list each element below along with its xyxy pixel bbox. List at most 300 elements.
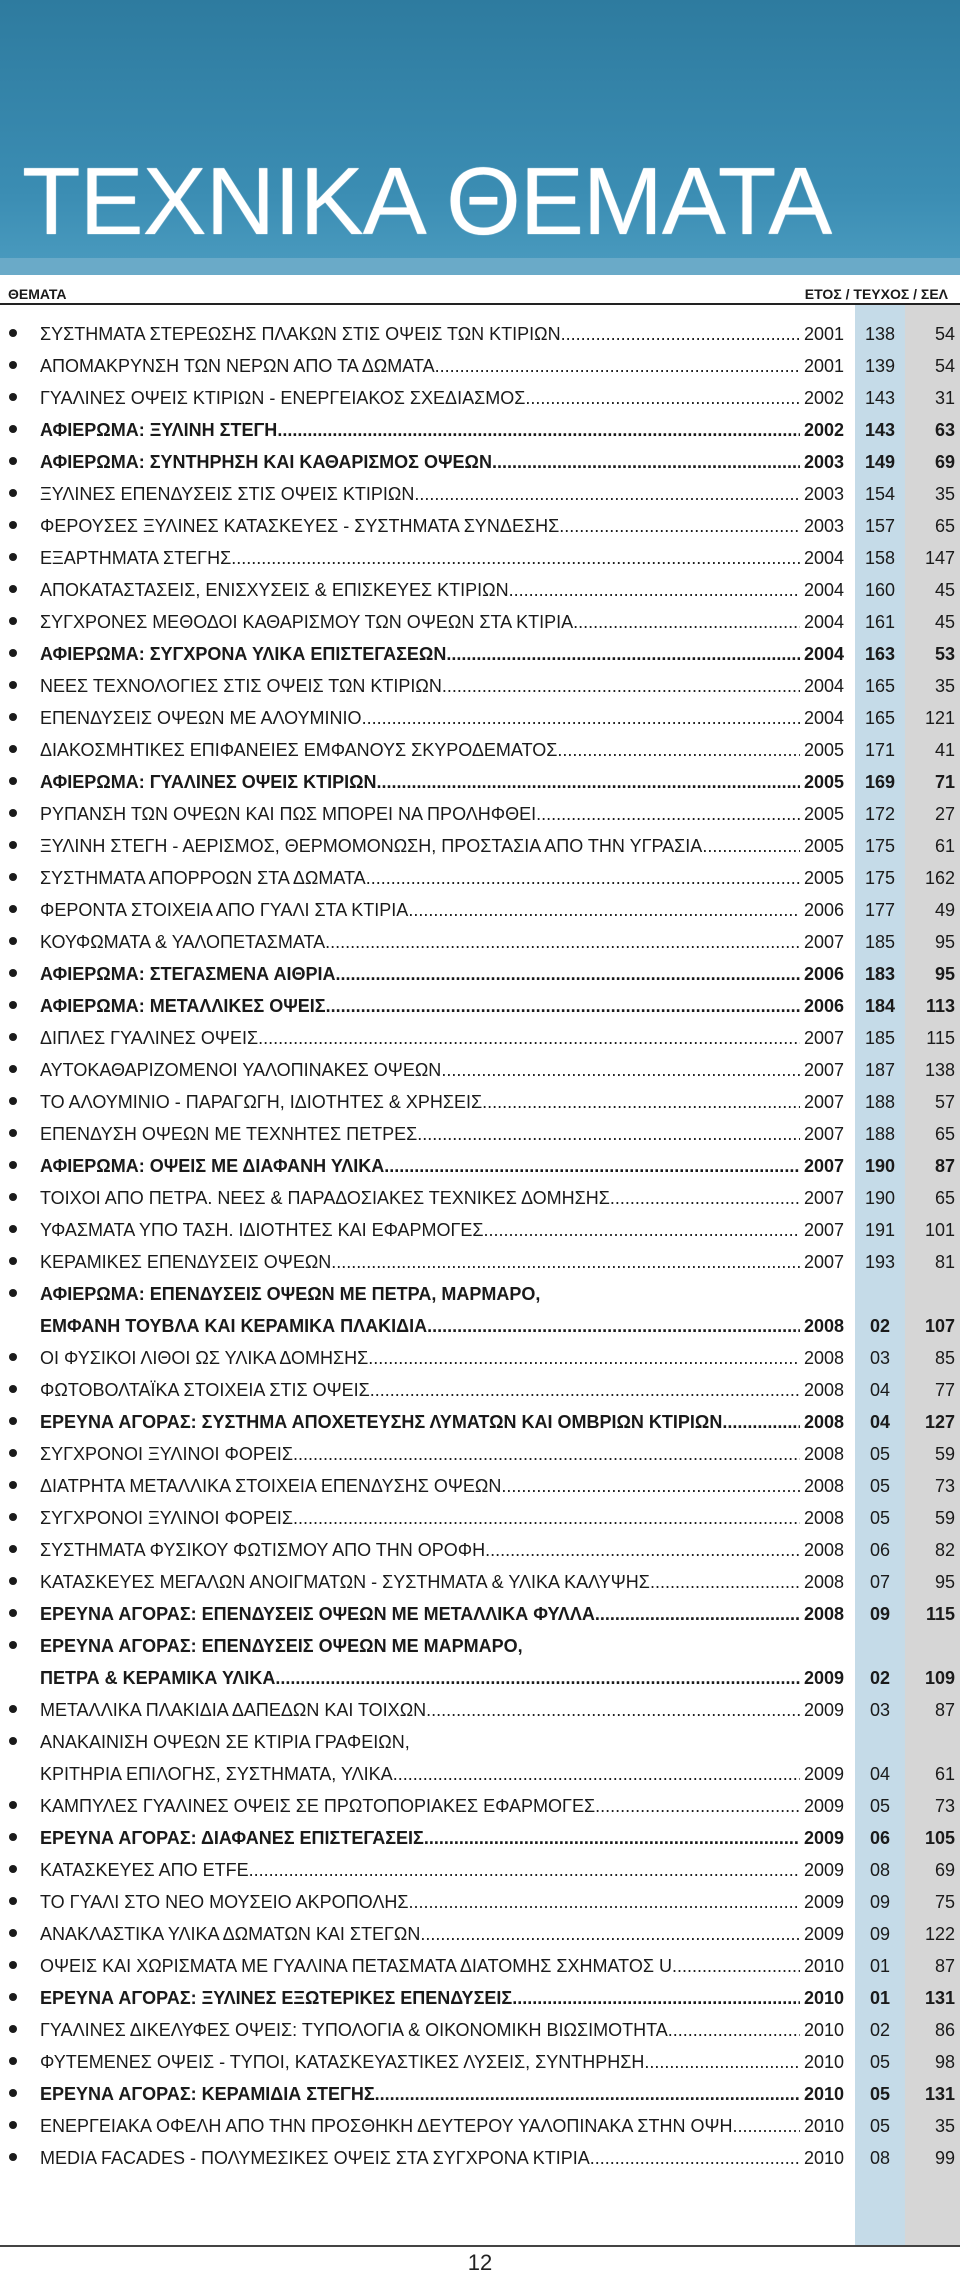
index-row: [0, 2142, 960, 2174]
entry-title: [40, 350, 800, 382]
index-row: [0, 542, 960, 574]
dot-leader: [668, 2014, 800, 2046]
entry-issue: 161: [864, 612, 896, 632]
dot-leader: [375, 2078, 800, 2110]
dot-leader: [492, 446, 800, 478]
index-row: [0, 382, 960, 414]
entry-issue: 02: [869, 2020, 891, 2040]
dot-leader: [559, 510, 800, 542]
entry-title: [40, 382, 800, 414]
entry-title-text: ΥΦΑΣΜΑΤΑ ΥΠΟ ΤΑΣΗ. ΙΔΙΟΤΗΤΕΣ ΚΑΙ ΕΦΑΡΜΟΓΕΣ: [40, 1220, 484, 1240]
dot-leader: [408, 894, 800, 926]
index-row: [0, 1982, 960, 2014]
entry-page: 121: [924, 708, 955, 728]
entry-year: 2008: [804, 1508, 845, 1528]
index-row: [0, 1150, 960, 1182]
entry-year: 2009: [804, 1892, 845, 1912]
bullet-icon: [9, 2089, 17, 2097]
entry-issue: 143: [864, 420, 896, 440]
entry-issue: 184: [864, 996, 896, 1016]
entry-title-text: ΣΥΓΧΡΟΝΟΙ ΞΥΛΙΝΟΙ ΦΟΡΕΙΣ: [40, 1444, 293, 1464]
entry-page: 59: [934, 1444, 955, 1464]
bullet-icon: [9, 809, 17, 817]
index-row: [0, 1342, 960, 1374]
entry-page: 86: [934, 2020, 955, 2040]
entry-title: [40, 1214, 800, 1246]
index-row: [0, 1182, 960, 1214]
bullet-icon: [9, 2121, 17, 2129]
entry-title-text: ΤΟ ΑΛΟΥΜΙΝΙΟ - ΠΑΡΑΓΩΓΗ, ΙΔΙΟΤΗΤΕΣ & ΧΡΗΣΕΙΣ: [40, 1092, 483, 1112]
entry-title: [40, 2014, 800, 2046]
entry-page: 87: [934, 1956, 955, 1976]
bullet-icon: [9, 1353, 17, 1361]
entry-title: [40, 1854, 800, 1886]
entry-title-text: ΦΕΡΟΝΤΑ ΣΤΟΙΧΕΙΑ ΑΠΟ ΓΥΑΛΙ ΣΤΑ ΚΤΙΡΙΑ: [40, 900, 409, 920]
index-row: [0, 926, 960, 958]
bullet-icon: [9, 585, 17, 593]
entry-page: 45: [934, 580, 955, 600]
entry-page: 75: [934, 1892, 955, 1912]
entry-title-text: ΕΡΕΥΝΑ ΑΓΟΡΑΣ: ΕΠΕΝΔΥΣΕΙΣ ΟΨΕΩΝ ΜΕ ΜΕΤΑΛΛΙΚΑ ΦΥΛΛΑ: [40, 1604, 595, 1624]
bullet-icon: [9, 1161, 17, 1169]
dot-leader: [331, 1246, 800, 1278]
index-row: [0, 1854, 960, 1886]
dot-leader: [536, 798, 800, 830]
entry-year: 2005: [804, 772, 845, 792]
entry-issue: 05: [869, 2084, 891, 2104]
dot-leader: [336, 958, 800, 990]
entry-title-text: ΑΠΟΚΑΤΑΣΤΑΣΕΙΣ, ΕΝΙΣΧΥΣΕΙΣ & ΕΠΙΣΚΕΥΕΣ ΚΤΙΡΙΩΝ: [40, 580, 509, 600]
entry-issue: 165: [864, 708, 896, 728]
dot-leader: [377, 766, 800, 798]
bullet-icon: [9, 1993, 17, 2001]
entry-title-text: ΣΥΣΤΗΜΑΤΑ ΑΠΟΡΡΟΩΝ ΣΤΑ ΔΩΜΑΤΑ: [40, 868, 366, 888]
entry-page: 31: [934, 388, 955, 408]
entry-issue: 08: [869, 2148, 891, 2168]
entry-title: [40, 1054, 800, 1086]
entry-issue: 177: [864, 900, 896, 920]
entry-page: 105: [924, 1828, 955, 1848]
dot-leader: [409, 1886, 801, 1918]
entry-issue: 187: [864, 1060, 896, 1080]
index-row: [0, 1822, 960, 1854]
entry-page: 35: [934, 484, 955, 504]
entry-page: 122: [924, 1924, 955, 1944]
bullet-icon: [9, 1865, 17, 1873]
entry-title: [40, 2046, 800, 2078]
index-row: [0, 1118, 960, 1150]
bullet-icon: [9, 745, 17, 753]
dot-leader: [417, 1118, 800, 1150]
entry-page: 61: [934, 836, 955, 856]
entry-title: [40, 1310, 800, 1342]
entry-title: [40, 510, 800, 542]
entry-title: [40, 1758, 800, 1790]
entry-issue: 188: [864, 1124, 896, 1144]
index-row: [0, 862, 960, 894]
entry-title-text: ΑΦΙΕΡΩΜΑ: ΓΥΑΛΙΝΕΣ ΟΨΕΙΣ ΚΤΙΡΙΩΝ: [40, 772, 377, 792]
index-row: [0, 1022, 960, 1054]
entry-title-line1: ΑΦΙΕΡΩΜΑ: ΕΠΕΝΔΥΣΕΙΣ ΟΨΕΩΝ ΜΕ ΠΕΤΡΑ, ΜΑΡΜΑΡΟ,: [40, 1284, 541, 1304]
entry-title: [40, 798, 800, 830]
entry-year: 2005: [804, 740, 845, 760]
entry-year: 2005: [804, 804, 845, 824]
entry-issue: 143: [864, 388, 896, 408]
entry-title: [40, 1534, 800, 1566]
entry-year: 2008: [804, 1316, 845, 1336]
header-divider: [0, 303, 960, 305]
entry-year: 2007: [804, 1028, 845, 1048]
entry-page: 131: [924, 1988, 955, 2008]
entry-page: 71: [934, 772, 955, 792]
dot-leader: [482, 1086, 800, 1118]
entry-title-line1: ΑΝΑΚΑΙΝΙΣΗ ΟΨΕΩΝ ΣΕ ΚΤΙΡΙΑ ΓΡΑΦΕΙΩΝ,: [40, 1732, 410, 1752]
entry-page: 107: [924, 1316, 955, 1336]
index-row: [0, 1374, 960, 1406]
entry-page: 54: [934, 356, 955, 376]
dot-leader: [442, 670, 800, 702]
bullet-icon: [9, 1481, 17, 1489]
entry-title: [40, 1438, 800, 1470]
entry-title-text: ΤΟ ΓΥΑΛΙ ΣΤΟ ΝΕΟ ΜΟΥΣΕΙΟ ΑΚΡΟΠΟΛΗΣ: [40, 1892, 409, 1912]
index-row: [0, 606, 960, 638]
dot-leader: [362, 702, 800, 734]
entry-title-text: ΚΡΙΤΗΡΙΑ ΕΠΙΛΟΓΗΣ, ΣΥΣΤΗΜΑΤΑ, ΥΛΙΚΑ: [40, 1764, 393, 1784]
entry-title-text: ΔΙΑΚΟΣΜΗΤΙΚΕΣ ΕΠΙΦΑΝΕΙΕΣ ΕΜΦΑΝΟΥΣ ΣΚΥΡΟΔΕΜΑΤΟΣ: [40, 740, 558, 760]
entry-title-text: ΦΕΡΟΥΣΕΣ ΞΥΛΙΝΕΣ ΚΑΤΑΣΚΕΥΕΣ - ΣΥΣΤΗΜΑΤΑ ΣΥΝΔΕΣΗΣ: [40, 516, 560, 536]
index-row: [0, 1566, 960, 1598]
entry-title: [40, 1022, 800, 1054]
entry-page: 63: [934, 420, 955, 440]
entry-year: 2004: [804, 644, 845, 664]
entry-issue: 07: [869, 1572, 891, 1592]
entry-page: 95: [934, 1572, 955, 1592]
entry-year: 2001: [804, 324, 845, 344]
entry-issue: 02: [869, 1316, 891, 1336]
entry-title-text: ΟΨΕΙΣ ΚΑΙ ΧΩΡΙΣΜΑΤΑ ΜΕ ΓΥΑΛΙΝΑ ΠΕΤΑΣΜΑΤΑ ΔΙΑΤΟΜΗΣ ΣΧΗΜΑΤΟΣ U: [40, 1956, 672, 1976]
entry-issue: 09: [869, 1604, 891, 1624]
dot-leader: [368, 1342, 800, 1374]
entry-issue: 05: [869, 1796, 891, 1816]
dot-leader: [485, 1534, 800, 1566]
bullet-icon: [9, 1961, 17, 1969]
bullet-icon: [9, 489, 17, 497]
entry-issue: 139: [864, 356, 896, 376]
entry-year: 2010: [804, 1988, 845, 2008]
dot-leader: [722, 1406, 800, 1438]
entry-page: 77: [934, 1380, 955, 1400]
bullet-icon: [9, 425, 17, 433]
entry-issue: 05: [869, 2052, 891, 2072]
entry-year: 2006: [804, 964, 845, 984]
entry-title-text: ΕΡΕΥΝΑ ΑΓΟΡΑΣ: ΣΥΣΤΗΜΑ ΑΠΟΧΕΤΕΥΣΗΣ ΛΥΜΑΤΩΝ ΚΑΙ ΟΜΒΡΙΩΝ ΚΤΙΡΙΩΝ: [40, 1412, 723, 1432]
entry-title: [40, 318, 800, 350]
entry-year: 2008: [804, 1476, 845, 1496]
dot-leader: [501, 1470, 800, 1502]
entry-issue: 163: [864, 644, 896, 664]
page-title: ΤΕΧΝΙΚΑ ΘΕΜΑΤΑ: [22, 148, 832, 255]
entry-issue: 185: [864, 932, 896, 952]
entry-page: 57: [934, 1092, 955, 1112]
entry-title: [40, 990, 800, 1022]
entry-title-text: ΕΠΕΝΔΥΣΗ ΟΨΕΩΝ ΜΕ ΤΕΧΝΗΤΕΣ ΠΕΤΡΕΣ: [40, 1124, 418, 1144]
entry-year: 2006: [804, 900, 845, 920]
dot-leader: [672, 1950, 800, 1982]
entry-title-text: ΕΜΦΑΝΗ ΤΟΥΒΛΑ ΚΑΙ ΚΕΡΑΜΙΚΑ ΠΛΑΚΙΔΙΑ: [40, 1316, 428, 1336]
bullet-icon: [9, 617, 17, 625]
entry-issue: 03: [869, 1348, 891, 1368]
entry-issue: 05: [869, 1508, 891, 1528]
entry-title: [40, 478, 800, 510]
index-row: [0, 2046, 960, 2078]
entry-title-text: ΑΦΙΕΡΩΜΑ: ΣΥΝΤΗΡΗΣΗ ΚΑΙ ΚΑΘΑΡΙΣΜΟΣ ΟΨΕΩΝ: [40, 452, 492, 472]
bullet-icon: [9, 1609, 17, 1617]
bullet-icon: [9, 873, 17, 881]
entry-page: 101: [924, 1220, 955, 1240]
entry-title-text: MEDIA FACADES - ΠΟΛΥΜΕΣΙΚΕΣ ΟΨΕΙΣ ΣΤΑ ΣΥΓΧΡΟΝΑ ΚΤΙΡΙΑ: [40, 2148, 590, 2168]
entry-page: 115: [925, 1604, 955, 1624]
dot-leader: [370, 1374, 800, 1406]
entry-year: 2007: [804, 1124, 845, 1144]
bullet-icon: [9, 1833, 17, 1841]
bullet-icon: [9, 969, 17, 977]
entry-page: 147: [924, 548, 955, 568]
bullet-icon: [9, 2153, 17, 2161]
entry-year: 2008: [804, 1348, 845, 1368]
entry-year: 2009: [804, 1764, 845, 1784]
entry-title-text: ΑΦΙΕΡΩΜΑ: ΟΨΕΙΣ ΜΕ ΔΙΑΦΑΝΗ ΥΛΙΚΑ: [40, 1156, 385, 1176]
index-row: [0, 990, 960, 1022]
entry-year: 2003: [804, 452, 845, 472]
index-row: [0, 1630, 960, 1694]
index-row: [0, 1214, 960, 1246]
entry-year: 2008: [804, 1380, 845, 1400]
index-row: [0, 1886, 960, 1918]
entry-title: [40, 1950, 800, 1982]
entry-issue: 06: [869, 1828, 891, 1848]
entry-title: [40, 862, 800, 894]
entry-issue: 01: [869, 1956, 891, 1976]
entry-issue: 04: [869, 1764, 891, 1784]
entry-issue: 191: [864, 1220, 896, 1240]
dot-leader: [595, 1598, 800, 1630]
footer-divider: [0, 2245, 960, 2247]
entry-title: [40, 542, 800, 574]
index-row: [0, 2110, 960, 2142]
entry-title-text: ΑΠΟΜΑΚΡΥΝΣΗ ΤΩΝ ΝΕΡΩΝ ΑΠΟ ΤΑ ΔΩΜΑΤΑ: [40, 356, 435, 376]
entry-page: 127: [924, 1412, 955, 1432]
entry-title: [40, 1822, 800, 1854]
entry-title-text: ΑΥΤΟΚΑΘΑΡΙΖΟΜΕΝΟΙ ΥΑΛΟΠΙΝΑΚΕΣ ΟΨΕΩΝ: [40, 1060, 442, 1080]
entry-issue: 08: [869, 1860, 891, 1880]
entry-issue: 149: [864, 452, 896, 472]
bullet-icon: [9, 1417, 17, 1425]
index-row: [0, 1246, 960, 1278]
index-row: [0, 1918, 960, 1950]
index-row: [0, 1694, 960, 1726]
dot-leader: [573, 606, 800, 638]
dot-leader: [366, 862, 800, 894]
entry-page: 87: [934, 1156, 955, 1176]
entry-title: [40, 574, 800, 606]
entry-issue: 185: [864, 1028, 896, 1048]
entry-page: 82: [934, 1540, 955, 1560]
index-row: [0, 702, 960, 734]
bullet-icon: [9, 1065, 17, 1073]
index-row: [0, 734, 960, 766]
entry-title-text: ΦΥΤΕΜΕΝΕΣ ΟΨΕΙΣ - ΤΥΠΟΙ, ΚΑΤΑΣΚΕΥΑΣΤΙΚΕΣ ΛΥΣΕΙΣ, ΣΥΝΤΗΡΗΣΗ: [40, 2052, 645, 2072]
bullet-icon: [9, 1289, 17, 1297]
entry-issue: 04: [869, 1412, 891, 1432]
bullet-icon: [9, 1193, 17, 1201]
entry-issue: 169: [864, 772, 896, 792]
bullet-icon: [9, 553, 17, 561]
index-row: [0, 1470, 960, 1502]
entry-title: [40, 1982, 800, 2014]
index-row: [0, 1598, 960, 1630]
dot-leader: [293, 1502, 800, 1534]
dot-leader: [557, 734, 800, 766]
entry-page: 85: [934, 1348, 955, 1368]
entry-title: [40, 1566, 800, 1598]
entry-title: [40, 894, 800, 926]
entry-title: [40, 1886, 800, 1918]
entry-year: 2010: [804, 2148, 845, 2168]
bullet-icon: [9, 1737, 17, 1745]
index-row: [0, 1086, 960, 1118]
entry-title-text: ΡΥΠΑΝΣΗ ΤΩΝ ΟΨΕΩΝ ΚΑΙ ΠΩΣ ΜΠΟΡΕΙ ΝΑ ΠΡΟΛΗΦΘΕΙ: [40, 804, 537, 824]
index-row: [0, 766, 960, 798]
entry-year: 2007: [804, 1220, 845, 1240]
entry-year: 2009: [804, 1924, 845, 1944]
entry-year: 2004: [804, 676, 845, 696]
bullet-icon: [9, 649, 17, 657]
entry-page: 95: [934, 964, 955, 984]
entry-title: [40, 1118, 800, 1150]
bullet-icon: [9, 1641, 17, 1649]
entry-title-text: ΕΝΕΡΓΕΙΑΚΑ ΟΦΕΛΗ ΑΠΟ ΤΗΝ ΠΡΟΣΘΗΚΗ ΔΕΥΤΕΡΟΥ ΥΑΛΟΠΙΝΑΚΑ ΣΤΗΝ ΟΨΗ: [40, 2116, 733, 2136]
entry-year: 2007: [804, 1060, 845, 1080]
bullet-icon: [9, 681, 17, 689]
bullet-icon: [9, 329, 17, 337]
entry-issue: 183: [864, 964, 896, 984]
entry-title: [40, 830, 800, 862]
bullet-icon: [9, 1513, 17, 1521]
entry-issue: 03: [869, 1700, 891, 1720]
dot-leader: [424, 1822, 800, 1854]
bullet-icon: [9, 1257, 17, 1265]
entry-page: 35: [934, 676, 955, 696]
entry-issue: 05: [869, 1476, 891, 1496]
dot-leader: [435, 350, 800, 382]
index-row: [0, 638, 960, 670]
entry-year: 2008: [804, 1572, 845, 1592]
bullet-icon: [9, 841, 17, 849]
entry-page: 69: [934, 452, 955, 472]
column-header-year-issue-page: ΕΤΟΣ / ΤΕΥΧΟΣ / ΣΕΛ: [804, 286, 948, 302]
dot-leader: [414, 478, 800, 510]
entry-issue: 172: [864, 804, 896, 824]
bullet-icon: [9, 1929, 17, 1937]
entry-title-text: ΚΑΤΑΣΚΕΥΕΣ ΜΕΓΑΛΩΝ ΑΝΟΙΓΜΑΤΩΝ - ΣΥΣΤΗΜΑΤΑ & ΥΛΙΚΑ ΚΑΛΥΨΗΣ: [40, 1572, 650, 1592]
entry-title: [40, 958, 800, 990]
entry-issue: 190: [864, 1188, 896, 1208]
dot-leader: [326, 990, 800, 1022]
index-row: [0, 894, 960, 926]
dot-leader: [277, 414, 800, 446]
index-row: [0, 1534, 960, 1566]
entry-issue: 190: [864, 1156, 896, 1176]
entry-title-text: ΑΝΑΚΛΑΣΤΙΚΑ ΥΛΙΚΑ ΔΩΜΑΤΩΝ ΚΑΙ ΣΤΕΓΩΝ: [40, 1924, 421, 1944]
bullet-icon: [9, 457, 17, 465]
entry-title: [40, 1598, 800, 1630]
entry-issue: 09: [869, 1892, 891, 1912]
entry-title: [40, 1342, 800, 1374]
entry-title-text: ΑΦΙΕΡΩΜΑ: ΣΤΕΓΑΣΜΕΝΑ ΑΙΘΡΙΑ: [40, 964, 336, 984]
title-banner: [0, 0, 960, 275]
entry-title: [40, 638, 800, 670]
entry-year: 2010: [804, 2052, 845, 2072]
entry-title: [40, 766, 800, 798]
entry-title: [40, 670, 800, 702]
entry-title: [40, 606, 800, 638]
dot-leader: [509, 574, 800, 606]
entry-page: 45: [934, 612, 955, 632]
entry-issue: 193: [864, 1252, 896, 1272]
entry-title: [40, 446, 800, 478]
entry-title-text: ΔΙΠΛΕΣ ΓΥΑΛΙΝΕΣ ΟΨΕΙΣ: [40, 1028, 259, 1048]
entry-page: 53: [934, 644, 955, 664]
entry-title-text: ΟΙ ΦΥΣΙΚΟΙ ΛΙΘΟΙ ΩΣ ΥΛΙΚΑ ΔΟΜΗΣΗΣ: [40, 1348, 369, 1368]
entry-page: 49: [934, 900, 955, 920]
index-row: [0, 830, 960, 862]
dot-leader: [384, 1150, 800, 1182]
entry-title-text: ΣΥΣΤΗΜΑΤΑ ΣΤΕΡΕΩΣΗΣ ΠΛΑΚΩΝ ΣΤΙΣ ΟΨΕΙΣ ΤΩΝ ΚΤΙΡΙΩΝ: [40, 324, 561, 344]
entry-year: 2003: [804, 484, 845, 504]
entry-title: [40, 1502, 800, 1534]
entry-title-text: ΚΑΤΑΣΚΕΥΕΣ ΑΠΟ ETFE: [40, 1860, 249, 1880]
entry-title: [40, 414, 800, 446]
entry-title: [40, 1374, 800, 1406]
entry-year: 2009: [804, 1828, 845, 1848]
entry-issue: 05: [869, 1444, 891, 1464]
dot-leader: [525, 382, 800, 414]
index-row: [0, 350, 960, 382]
dot-leader: [484, 1214, 800, 1246]
bullet-icon: [9, 1449, 17, 1457]
entry-year: 2008: [804, 1412, 845, 1432]
entry-year: 2008: [804, 1444, 845, 1464]
dot-leader: [650, 1566, 800, 1598]
dot-leader: [231, 542, 800, 574]
index-row: [0, 1502, 960, 1534]
bullet-icon: [9, 905, 17, 913]
bullet-icon: [9, 393, 17, 401]
dot-leader: [420, 1918, 800, 1950]
index-row: [0, 1950, 960, 1982]
bullet-icon: [9, 521, 17, 529]
dot-leader: [249, 1854, 800, 1886]
index-row: [0, 1438, 960, 1470]
entry-year: 2009: [804, 1668, 845, 1688]
entry-title-text: ΕΡΕΥΝΑ ΑΓΟΡΑΣ: ΞΥΛΙΝΕΣ ΕΞΩΤΕΡΙΚΕΣ ΕΠΕΝΔΥΣΕΙΣ: [40, 1988, 513, 2008]
index-row: [0, 574, 960, 606]
bullet-icon: [9, 1001, 17, 1009]
entry-title: [40, 1150, 800, 1182]
bullet-icon: [9, 937, 17, 945]
entry-page: 98: [934, 2052, 955, 2072]
entry-page: 109: [924, 1668, 955, 1688]
